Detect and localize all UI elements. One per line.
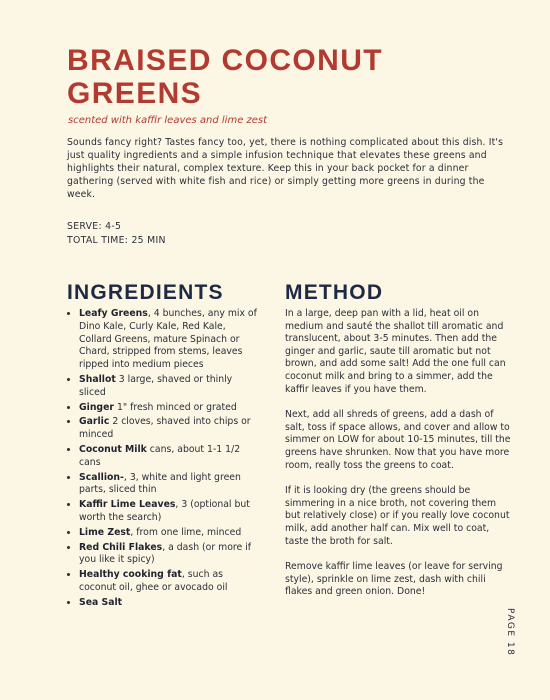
recipe-intro: Sounds fancy right? Tastes fancy too, yet, there is nothing complicated about this dish. It's just quality ingredients and a simple infusion technique that elevates these greens and highlights their natural, complex texture. Keep this in your back pocket for a dinner gathering (served with white fish and rice) or simply getting more greens in during the week. [67, 137, 504, 200]
ingredient-name: Healthy cooking fat [79, 569, 182, 581]
serve-info: SERVE: 4-5 [67, 221, 122, 232]
ingredient-item [79, 527, 259, 540]
ingredient-detail: , 3, white and light green parts, sliced thin [79, 471, 241, 496]
total-time-info: TOTAL TIME: 25 MIN [67, 235, 166, 246]
method-step: If it is looking dry (the greens should be simmering in a nice broth, not covering them but relatively close) or if you really love coconut milk, add another half can. Mix well to coat, taste the broth for salt. [285, 485, 510, 547]
ingredient-name: Kaffir Lime Leaves [79, 499, 176, 511]
ingredient-item [79, 472, 259, 498]
recipe-title: BRAISED COCONUT GREENS [67, 44, 384, 110]
page-number: PAGE 18 [505, 608, 515, 657]
method-steps [285, 308, 511, 612]
ingredient-detail: , 4 bunches, any mix of Dino Kale, Curly Kale, Red Kale, Collard Greens, mature Spinach or Chard, stripped from stems, leaves ripped into medium pieces [79, 308, 257, 371]
ingredient-name: Shallot [79, 373, 116, 385]
ingredient-name: Ginger [79, 401, 114, 413]
method-heading: METHOD [285, 281, 384, 304]
method-step: Next, add all shreds of greens, add a dash of salt, toss if space allows, and cover and allow to simmer on LOW for about 10-15 minutes, till the greens have shrunken. Now that you have more room, really toss the greens to coat. [285, 409, 511, 471]
ingredient-name: Lime Zest [79, 526, 131, 538]
ingredients-list [67, 308, 259, 612]
ingredient-item [79, 416, 259, 442]
ingredient-item [79, 308, 259, 372]
ingredient-item [79, 499, 259, 525]
ingredient-name: Scallion- [79, 471, 124, 483]
ingredient-detail: cans, about 1-1 1/2 cans [79, 443, 241, 468]
method-step: In a large, deep pan with a lid, heat oil on medium and sauté the shallot till aromatic and translucent, about 3-5 minutes. Then add the ginger and garlic, saute till aromatic but not brown, and add some salt! Add the one full can coconut milk and bring to a simmer, add the kaffir leaves if you have them. [285, 308, 506, 395]
ingredient-detail: 3 large, shaved or thinly sliced [79, 373, 233, 398]
recipe-subtitle: scented with kaffir leaves and lime zest [68, 115, 268, 126]
ingredient-name: Leafy Greens [79, 308, 148, 319]
ingredient-item [79, 374, 259, 400]
ingredient-detail: , 3 (optional but worth the search) [79, 499, 250, 523]
recipe-meta [67, 220, 166, 248]
ingredient-item [79, 444, 259, 470]
ingredient-item [79, 402, 259, 415]
ingredients-heading: INGREDIENTS [67, 281, 224, 304]
ingredient-detail: 1" fresh minced or grated [113, 401, 237, 413]
ingredient-name: Sea Salt [79, 596, 123, 608]
ingredient-name: Coconut Milk [79, 443, 147, 455]
ingredient-detail: , from one lime, minced [130, 526, 242, 538]
ingredient-detail: , a dash (or more if you like it spicy) [79, 541, 252, 566]
ingredient-item [79, 569, 259, 595]
ingredient-item [79, 597, 259, 610]
ingredient-name: Red Chili Flakes [79, 541, 163, 553]
ingredient-item [79, 542, 259, 568]
ingredient-detail: 2 cloves, shaved into chips or minced [79, 416, 251, 441]
method-step: Remove kaffir lime leaves (or leave for serving style), sprinkle on lime zest, dash with chili flakes and green onion. Done! [285, 561, 503, 598]
ingredient-name: Garlic [79, 416, 110, 428]
ingredient-detail: , such as coconut oil, ghee or avocado oil [79, 569, 228, 593]
